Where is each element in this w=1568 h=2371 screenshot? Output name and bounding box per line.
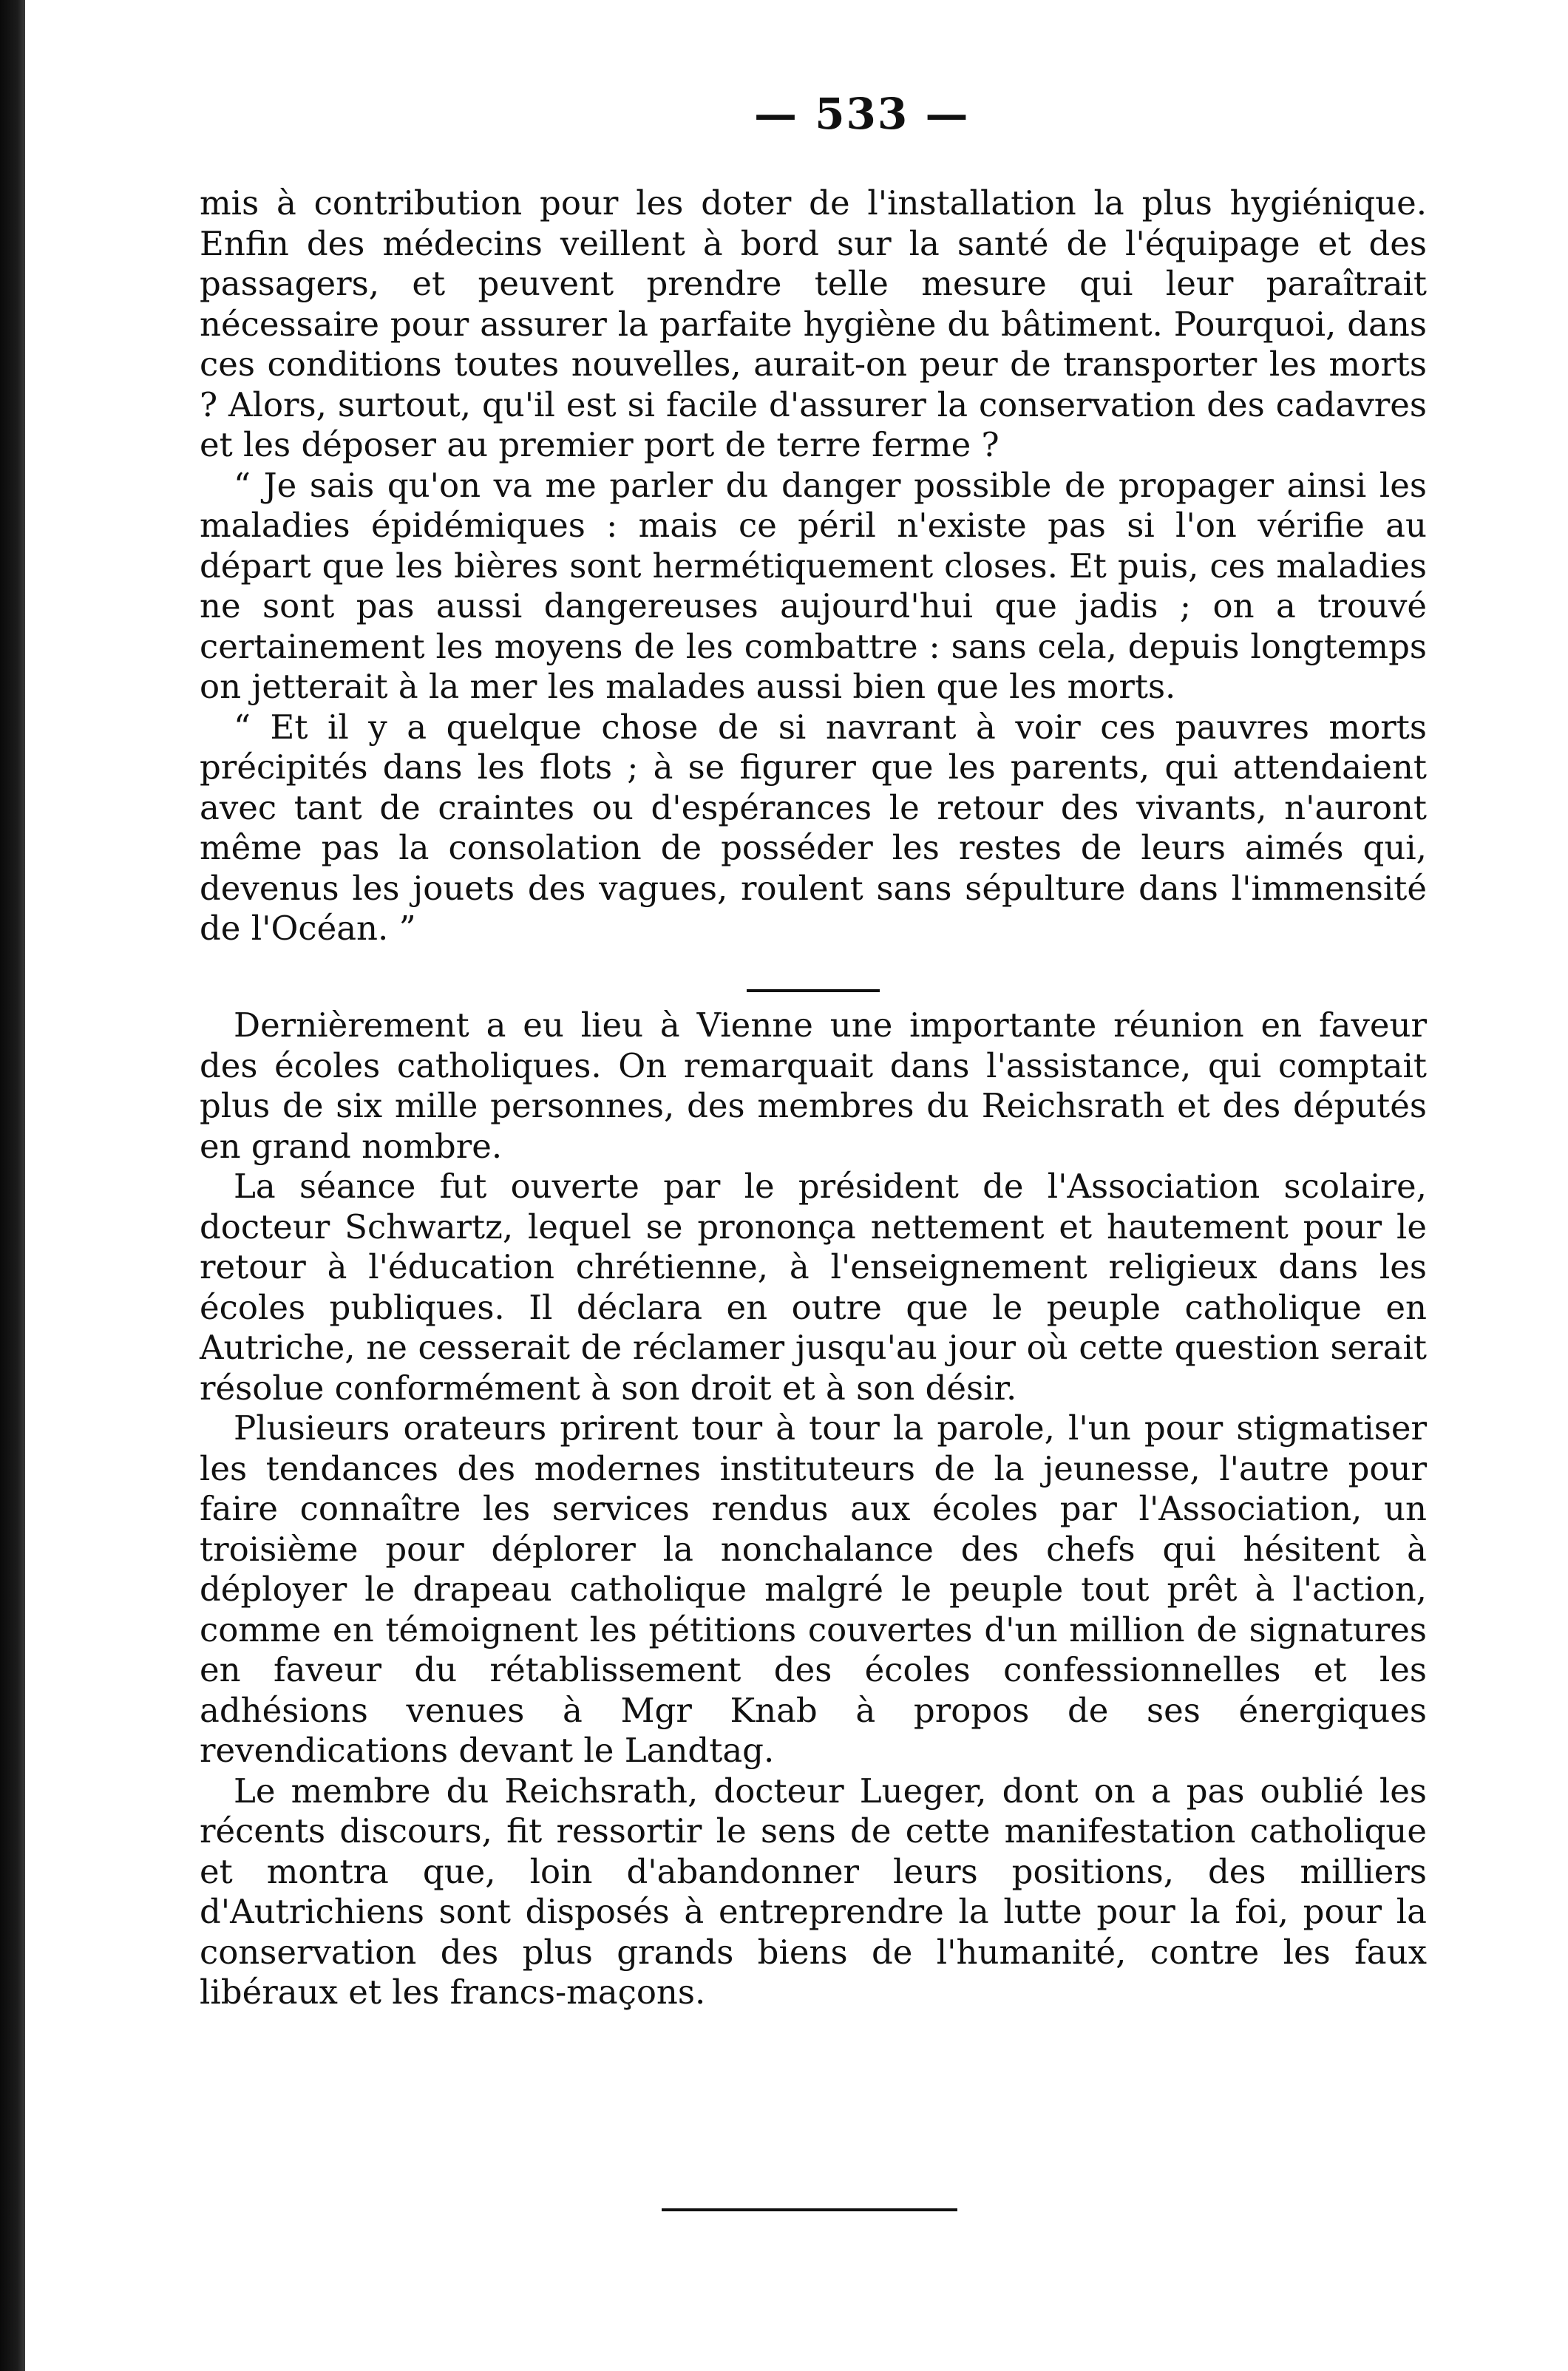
paragraph: “ Je sais qu'on va me parler du danger possible de propager ainsi les maladies épidémiques : mais ce péril n'existe pas si l'on vérifie au départ que les bières sont hermétiquement closes. Et puis, ces maladies ne sont pas aussi dangereuses aujourd'hui que jadis ; on a trouvé certainement les moyens de les combattre : sans cela, depuis longtemps on jetterait à la mer les malades aussi bien que les morts. [200,465,1427,706]
paragraph: La séance fut ouverte par le président de l'Association scolaire, docteur Schwartz, lequel se prononça nettement et hautement pour le retour à l'éducation chrétienne, à l'enseignement religieux dans les écoles publiques. Il déclara en outre que le peuple catholique en Autriche, ne cesserait de réclamer jusqu'au jour où cette question serait résolue conformément à son droit et à son désir. [200,1167,1427,1408]
end-separator [662,2208,957,2211]
paragraph: “ Et il y a quelque chose de si navrant à voir ces pauvres morts précipités dans les flots ; à se figurer que les parents, qui attendaient avec tant de craintes ou d'espérances le retour des vivants, n'auront même pas la consolation de posséder les restes de leurs aimés qui, devenus les jouets des vagues, roulent sans sépulture dans l'immensité de l'Océan. ” [200,707,1427,948]
section-funeral-at-sea [200,183,1427,949]
section-separator [747,989,880,992]
paragraph: Dernièrement a eu lieu à Vienne une importante réunion en faveur des écoles catholiques. On remarquait dans l'assistance, qui comptait plus de six mille personnes, des membres du Reichsrath et des députés en grand nombre. [200,1005,1427,1166]
paragraph: Le membre du Reichsrath, docteur Lueger, dont on a pas oublié les récents discours, fit ressortir le sens de cette manifestation catholique et montra que, loin d'abandonner leurs positions, des milliers d'Autrichiens sont disposés à entreprendre la lutte pour la foi, pour la conservation des plus grands biens de l'humanité, contre les faux libéraux et les francs-maçons. [200,1771,1427,2012]
page-number: — 533 — [754,89,970,139]
paragraph: Plusieurs orateurs prirent tour à tour la parole, l'un pour stigmatiser les tendances des modernes instituteurs de la jeunesse, l'autre pour faire connaître les services rendus aux écoles par l'Association, un troisième pour déplorer la nonchalance des chefs qui hésitent à déployer le drapeau catholique malgré le peuple tout prêt à l'action, comme en témoignent les pétitions couvertes d'un million de signatures en faveur du rétablissement des écoles confessionnelles et les adhésions venues à Mgr Knab à propos de ses énergiques revendications devant le Landtag. [200,1408,1427,1770]
scan-edge [0,0,25,2371]
paragraph: mis à contribution pour les doter de l'installation la plus hygiénique. Enfin des médecins veillent à bord sur la santé de l'équipage et des passagers, et peuvent prendre telle mesure qui leur paraîtrait nécessaire pour assurer la parfaite hygiène du bâtiment. Pourquoi, dans ces conditions toutes nouvelles, aurait-on peur de transporter les morts ? Alors, surtout, qu'il est si facile d'assurer la conservation des cadavres et les déposer au premier port de terre ferme ? [200,183,1427,464]
section-vienna-meeting [200,1005,1427,2013]
